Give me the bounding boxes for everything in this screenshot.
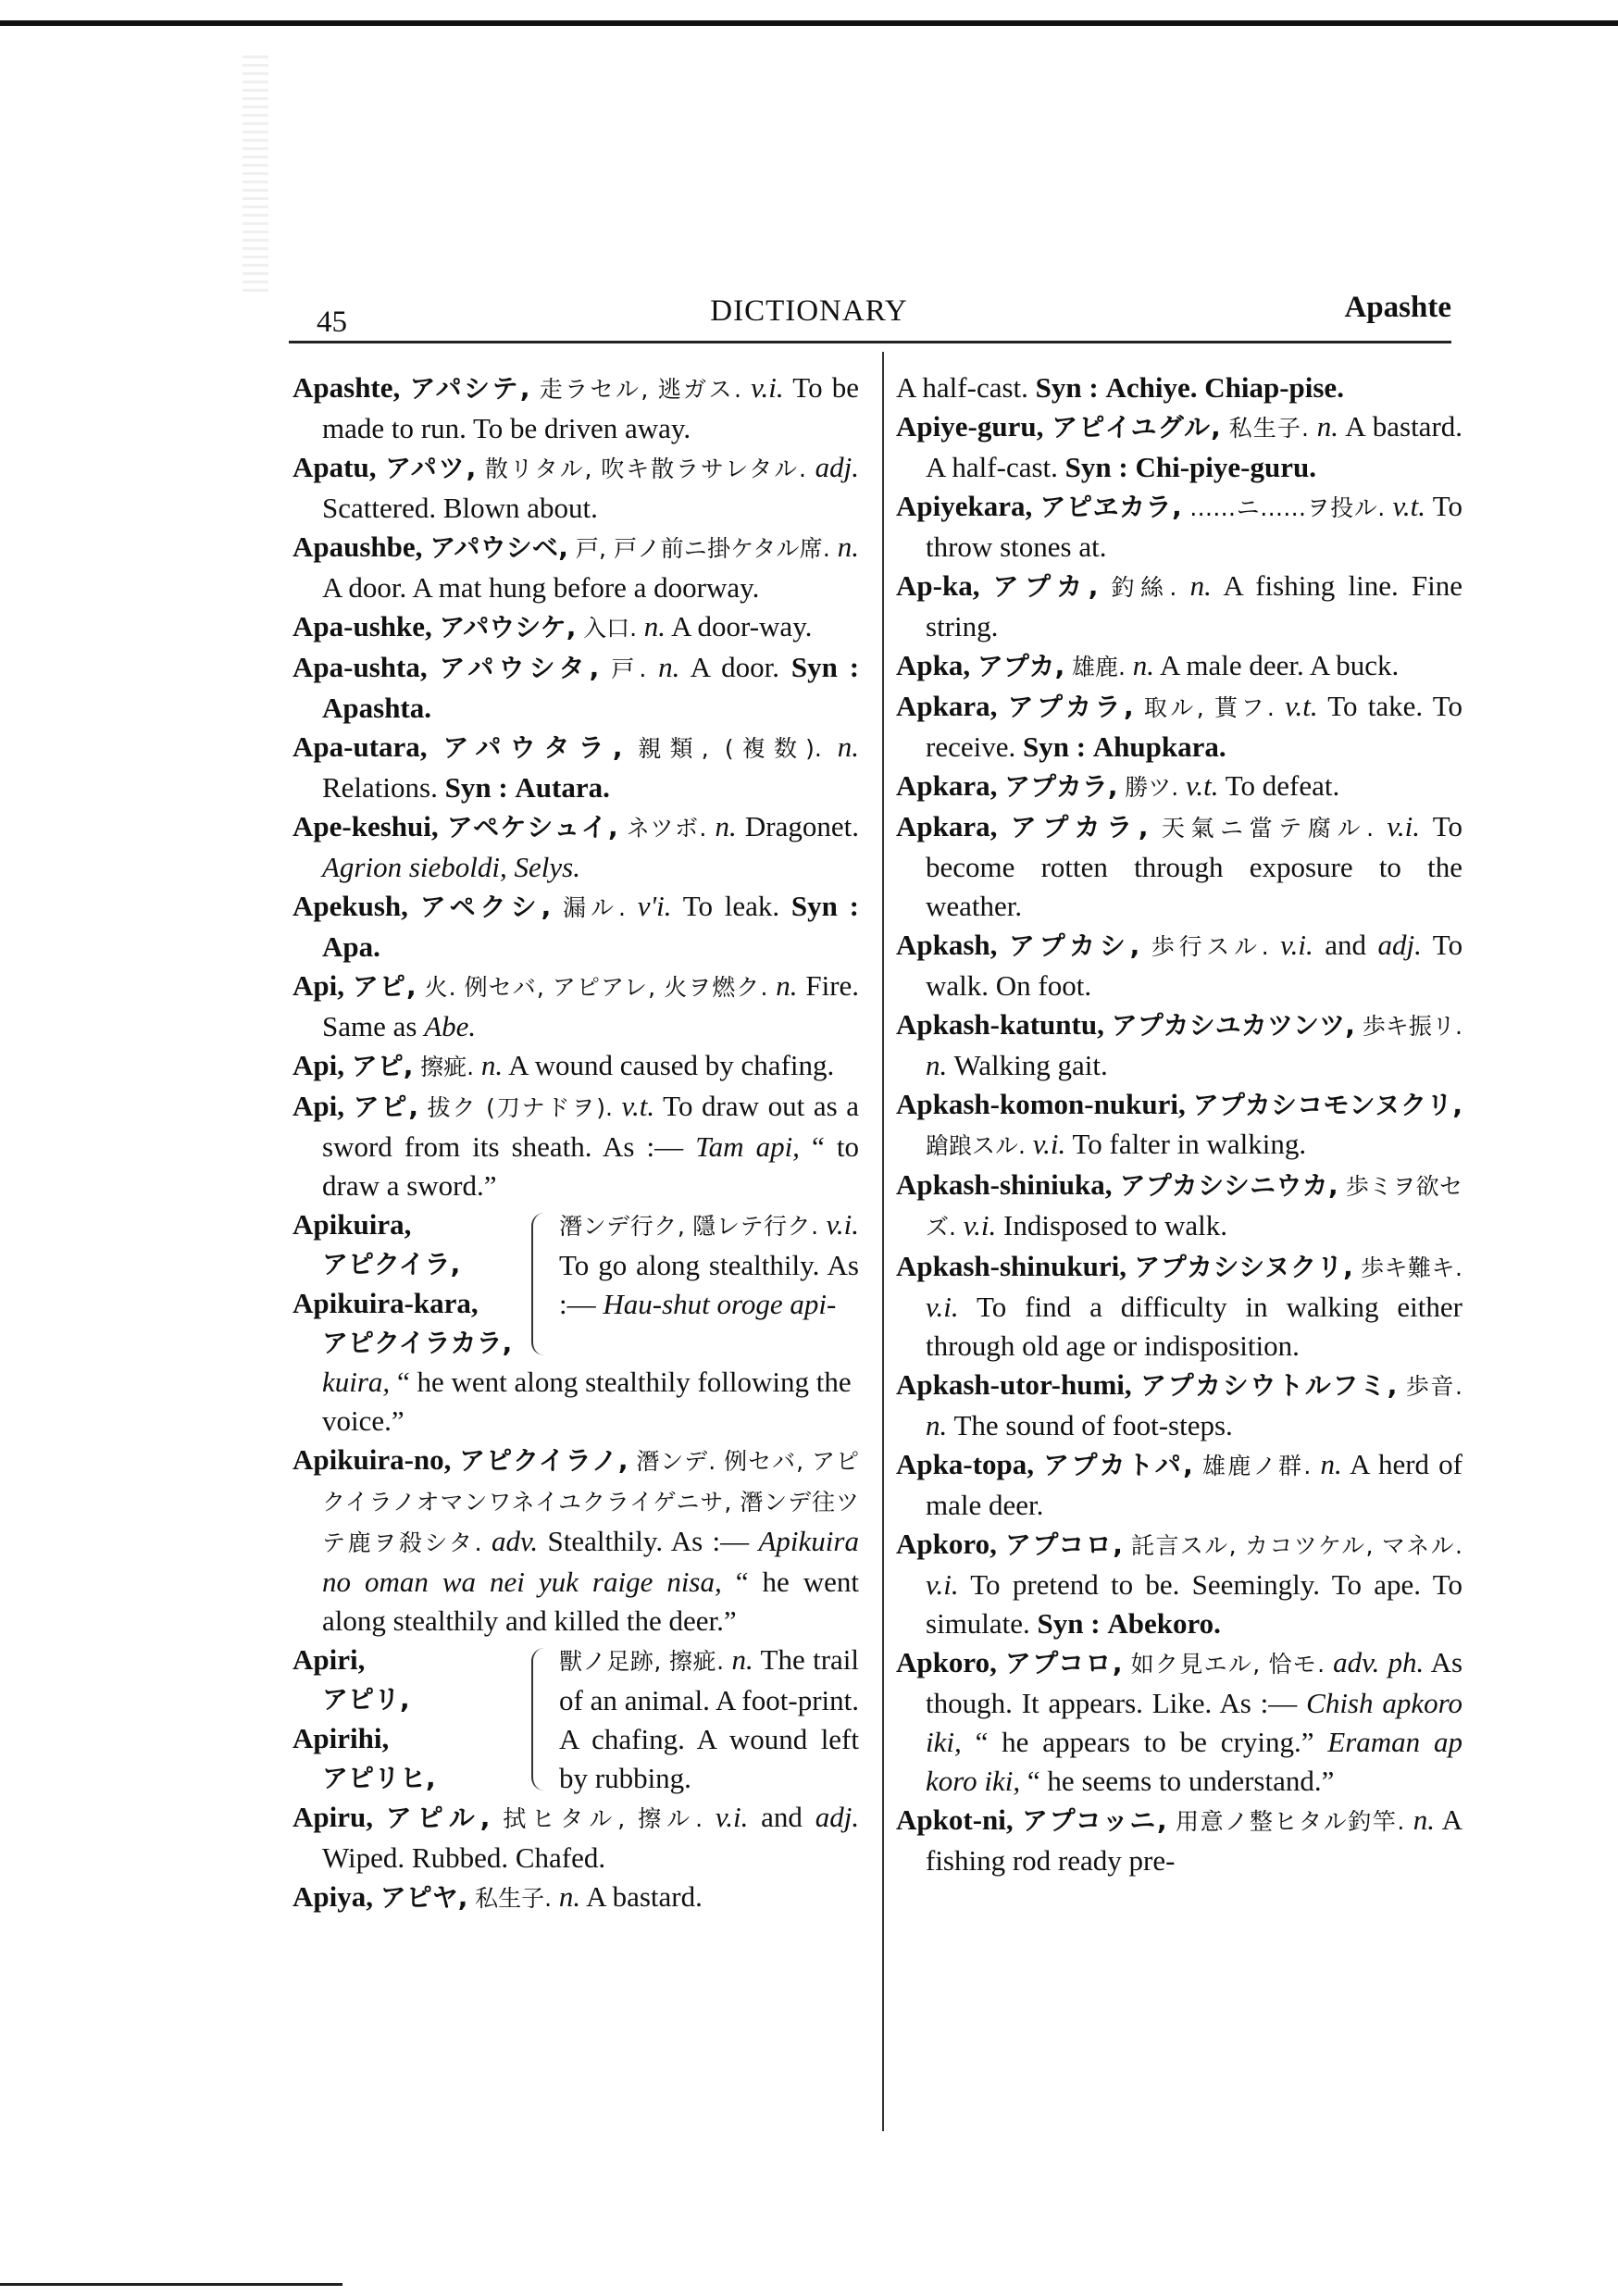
entry-japanese: 雄鹿ノ群.	[1201, 1453, 1312, 1479]
entry-japanese: 火. 例セバ, アピアレ, 火ヲ燃ク.	[424, 974, 768, 1001]
entry-kana: アピ,	[352, 971, 417, 1002]
entry-japanese: 取ル, 貰フ.	[1143, 694, 1275, 721]
entry-kana: アピリヒ,	[322, 1763, 436, 1793]
entry-english: To throw stones at.	[926, 490, 1463, 563]
entry-japanese: 歩キ振リ.	[1362, 1013, 1463, 1040]
entry-pos: n.	[926, 1049, 948, 1081]
entry-headword: Ap-ka,	[896, 569, 980, 602]
entry-apiri	[292, 1641, 859, 1798]
entry-gloss: “ he seems to understand.”	[1027, 1765, 1335, 1797]
entry-synonym: Autara.	[515, 771, 610, 804]
entry-english: and	[1325, 929, 1366, 961]
left-entries	[292, 368, 859, 1205]
synonym-label: Syn :	[1035, 371, 1099, 404]
entry-english: To find a difficulty in walking either through old age or indisposition.	[926, 1291, 1462, 1362]
entry-japanese: 勝ツ.	[1125, 774, 1179, 801]
entry-synonym: Chi-piye-guru.	[1135, 451, 1316, 483]
entry-headword: Apkash-shinukuri,	[896, 1250, 1126, 1282]
entry-headword: Apiye-guru,	[896, 410, 1044, 443]
entry-headword: Apkara,	[896, 810, 998, 842]
entry-pos: v'i.	[637, 890, 672, 922]
entry-headword: Apiru,	[292, 1801, 373, 1833]
entry-pos: n.	[715, 810, 737, 842]
entry-synonym: Achiye. Chiap-pise.	[1105, 371, 1344, 404]
entry-headword: Apka,	[896, 649, 971, 681]
entry-english: A fishing line. Fine string.	[926, 569, 1463, 643]
entry-kana: アプカ,	[992, 571, 1099, 602]
dictionary-entry	[896, 807, 1462, 926]
entry-english: Fire. Same as	[322, 969, 860, 1042]
entry-kana: アピリ,	[322, 1684, 410, 1715]
entry-headword: Apkash,	[896, 929, 998, 961]
entry-english: To take. To receive.	[926, 690, 1462, 763]
entry-headword: Apa-ushke,	[292, 610, 432, 643]
dictionary-entry	[292, 648, 859, 728]
entry-pos: n.	[1413, 1803, 1435, 1836]
entry-headword: Apkash-utor-humi,	[896, 1368, 1132, 1401]
entry-pos: v.t.	[1392, 490, 1426, 522]
dictionary-entry	[896, 1643, 1462, 1801]
entry-headword: Apkoro,	[896, 1528, 997, 1560]
synonym-label: Syn :	[444, 771, 508, 804]
entry-english: A male deer. A buck.	[1159, 649, 1400, 681]
entry-example: Tam api,	[695, 1130, 800, 1163]
dictionary-entry	[292, 368, 859, 448]
entry-english: Stealthily. As :—	[547, 1525, 750, 1557]
entry-english: To walk. On foot.	[926, 929, 1463, 1002]
apikuira-continuation	[292, 1363, 859, 1441]
entry-pos: n.	[1320, 1448, 1342, 1480]
dictionary-entry	[292, 967, 859, 1046]
entry-example: Chish apkoro iki,	[926, 1687, 1462, 1758]
synonym-label: Syn :	[790, 890, 859, 922]
entry-english: The sound of foot-steps.	[953, 1409, 1233, 1441]
entry-headword: Apiya,	[292, 1880, 373, 1913]
entry-japanese: 潛ンデ. 例セバ, アピクイラノオマンワネイユクライゲニサ, 潛ンデ往ツテ鹿ヲ殺シタ.	[322, 1448, 860, 1556]
entry-headword: Api,	[292, 1049, 344, 1081]
entry-english: To pretend to be. Seemingly. To ape. To simulate.	[926, 1568, 1462, 1640]
entry-pos: adj.	[815, 1801, 860, 1833]
entry-headword: Apiyekara,	[896, 490, 1033, 522]
synonym-label: Syn :	[1022, 730, 1087, 763]
entry-kana: アピクイラノ,	[459, 1445, 629, 1476]
entry-japanese: 託言スル, カコツケル, マネル.	[1131, 1532, 1463, 1559]
entry-headword: Apaushbe,	[292, 530, 423, 563]
entry-kana: アプカシ,	[1008, 930, 1140, 961]
entry-english: A fishing rod ready pre-	[926, 1803, 1463, 1877]
entry-pos: v.t.	[1285, 690, 1318, 722]
entry-japanese: 用意ノ整ヒタル釣竿.	[1176, 1808, 1405, 1835]
left-tail-entries	[292, 1798, 859, 1918]
entry-gloss: “ to draw a sword.”	[322, 1130, 859, 1202]
top-border-rule	[0, 20, 1618, 26]
entry-english: A door-way.	[671, 610, 813, 643]
entry-headword: Apkoro,	[896, 1646, 997, 1678]
entry-pos: n.	[1316, 410, 1339, 443]
entry-english: To become rotten through exposure to the weather.	[926, 810, 1463, 922]
entry-japanese: ネツボ.	[626, 815, 707, 842]
entry-kana: アプカラ,	[1004, 771, 1118, 802]
entry-japanese: 如ク見エル, 恰モ.	[1130, 1651, 1326, 1678]
entry-japanese: ……ニ……ヲ投ル.	[1189, 494, 1386, 521]
header-rule	[289, 341, 1451, 343]
dictionary-entry	[292, 807, 859, 887]
entry-apikuira-no	[292, 1441, 859, 1641]
entry-english: As though. It appears. Like. As :—	[926, 1646, 1463, 1719]
entry-pos: v.t.	[1185, 769, 1219, 802]
entry-kana: アパウシベ,	[429, 532, 568, 563]
entry-english: To defeat.	[1225, 769, 1340, 802]
dictionary-entry	[896, 1247, 1462, 1366]
entry-kana: アパウシタ,	[439, 653, 600, 683]
brace	[531, 1648, 554, 1791]
entry-pos: adj.	[1377, 929, 1422, 961]
dictionary-entry	[896, 687, 1462, 767]
dictionary-entry	[292, 448, 859, 528]
entry-headword: Apekush,	[292, 890, 408, 922]
entry-kana: アピル,	[385, 1803, 491, 1833]
entry-pos: v.i.	[1280, 929, 1313, 961]
entry-japanese: 入口.	[583, 615, 638, 642]
entry-kana: アパシテ,	[409, 373, 530, 404]
entry-english: A half-cast.	[896, 371, 1028, 404]
entry-pos: n.	[480, 1049, 504, 1081]
entry-pos: v.t.	[621, 1090, 655, 1122]
entry-english: A door. A mat hung before a doorway.	[322, 571, 760, 604]
entry-japanese: 釣絲.	[1111, 574, 1177, 601]
synonym-label: Syn :	[1037, 1607, 1101, 1640]
dictionary-entry	[292, 1046, 859, 1087]
entry-kana: アプカラ,	[1010, 812, 1149, 842]
entry-kana: アパウシケ,	[439, 612, 577, 643]
entry-english: and	[761, 1801, 803, 1833]
entry-japanese: 拔ク (刀ナドヲ).	[427, 1094, 613, 1121]
entry-japanese: 私生子.	[1228, 415, 1309, 442]
dictionary-entry	[896, 926, 1462, 1005]
dictionary-entry	[896, 487, 1462, 567]
dictionary-entry	[896, 1166, 1462, 1247]
entry-japanese: 天氣ニ當テ腐ル.	[1161, 815, 1375, 842]
entry-headword: Apikuira-no,	[292, 1443, 452, 1476]
entry-kana: アピクイラカラ,	[322, 1328, 513, 1358]
entry-japanese: 雄鹿.	[1071, 654, 1126, 680]
entry-pos: n.	[926, 1409, 948, 1441]
left-column	[292, 368, 859, 1918]
dictionary-entry	[292, 528, 859, 607]
entry-japanese: 潛ンデ行ク, 隱レテ行ク.	[559, 1213, 819, 1240]
entry-pos: v.i.	[751, 371, 784, 404]
entry-english: To draw out as a sword from its sheath. As :—	[322, 1090, 860, 1163]
entry-headword: Apirihi,	[292, 1722, 390, 1754]
entry-headword: Apa-utara,	[292, 730, 428, 763]
entry-example: Abe.	[424, 1010, 477, 1042]
entry-pos: n.	[558, 1880, 581, 1913]
entry-pos: n.	[837, 530, 860, 563]
dictionary-entry	[292, 728, 859, 807]
entry-pos: v.i.	[926, 1291, 959, 1323]
entry-english: To go along stealthily. As :—	[559, 1249, 859, 1320]
dictionary-entry	[292, 887, 859, 967]
apikuira-definition	[559, 1205, 859, 1363]
entry-english: Walking gait.	[953, 1049, 1108, 1081]
entry-kana: アパツ,	[385, 453, 477, 483]
entry-headword: Apikuira-kara,	[292, 1287, 479, 1319]
dictionary-entry	[896, 1801, 1462, 1880]
entry-japanese: 戸.	[611, 655, 647, 682]
running-title: DICTIONARY	[710, 294, 908, 328]
entry-japanese: 親類, (複数).	[638, 735, 822, 762]
entry-japanese: 散リタル, 吹キ散ラサレタル.	[484, 455, 806, 482]
column-divider	[882, 352, 884, 2131]
entry-japanese: 戸, 戸ノ前ニ掛ケタル席.	[575, 535, 830, 562]
entry-pos: n.	[776, 969, 798, 1002]
entry-english: A bastard. A half-cast.	[926, 410, 1463, 483]
entry-japanese: 走ラセル, 逃ガス.	[539, 376, 741, 403]
entry-english: Indisposed to walk.	[1003, 1209, 1227, 1242]
dictionary-entry	[896, 1525, 1462, 1643]
entry-example: Apikuira no oman wa nei yuk raige nisa,	[322, 1525, 859, 1598]
entry-pos: n.	[837, 730, 860, 763]
entry-japanese: 獸ノ足跡, 擦疵.	[559, 1648, 725, 1675]
entry-kana: アプコッニ,	[1021, 1805, 1167, 1836]
entry-kana: アピ,	[353, 1092, 418, 1122]
dictionary-entry	[896, 368, 1462, 407]
entry-kana: アピ,	[351, 1051, 414, 1081]
entry-english: To leak.	[682, 890, 780, 922]
bottom-rule	[0, 2283, 342, 2286]
entry-apikuira	[292, 1205, 859, 1363]
entry-pos: n.	[1189, 569, 1212, 602]
entry-pos: v.i.	[1387, 810, 1420, 842]
entry-kana: アプコロ,	[1005, 1529, 1123, 1560]
entry-headword: Apkash-komon-nukuri,	[896, 1088, 1186, 1120]
entry-headword: Apka-topa,	[896, 1448, 1035, 1480]
entry-headword: Apashte,	[292, 371, 401, 404]
entry-headword: Apkot-ni,	[896, 1803, 1014, 1836]
entry-kana: アピイユグル,	[1052, 412, 1221, 443]
entry-example: Eraman ap koro iki,	[926, 1726, 1463, 1797]
entry-english: A door.	[690, 651, 779, 683]
apiri-headwords	[292, 1641, 531, 1798]
dictionary-entry	[896, 1005, 1462, 1085]
entry-japanese: 漏ル.	[563, 894, 626, 921]
entry-kana: アパウタラ,	[442, 732, 623, 763]
entry-synonym: Ahupkara.	[1092, 730, 1226, 763]
apiri-definition	[559, 1641, 859, 1798]
entry-pos: n.	[658, 651, 680, 683]
right-column	[896, 368, 1462, 1880]
synonym-label: Syn :	[790, 651, 860, 683]
dictionary-entry	[896, 407, 1462, 487]
entry-headword: Ape-keshui,	[292, 810, 439, 842]
entry-headword: Apatu,	[292, 451, 377, 483]
entry-example: kuira,	[322, 1366, 391, 1398]
entry-english: A wound caused by chafing.	[508, 1049, 835, 1081]
entry-english: A bastard.	[586, 1880, 703, 1913]
entry-synonym: Apa.	[322, 930, 380, 963]
entry-pos: v.i.	[963, 1209, 997, 1242]
right-entries	[896, 368, 1462, 1880]
entry-kana: アプカラ,	[1007, 692, 1134, 722]
scan-speckle	[243, 56, 268, 296]
entry-pos: adj.	[815, 451, 859, 483]
entry-headword: Apiri,	[292, 1643, 366, 1676]
entry-english: To falter in walking.	[1072, 1128, 1307, 1160]
entry-pos: v.i.	[826, 1208, 860, 1241]
synonym-label: Syn :	[1064, 451, 1128, 483]
dictionary-entry	[292, 1798, 859, 1878]
dictionary-entry	[292, 1878, 859, 1918]
entry-kana: アプカシユカツンツ,	[1111, 1010, 1355, 1041]
entry-pos: n.	[643, 610, 666, 643]
dictionary-entry	[896, 1085, 1462, 1166]
entry-japanese: 蹌踉スル.	[926, 1132, 1026, 1159]
brace	[531, 1213, 554, 1355]
entry-gloss: “ he appears to be crying.”	[975, 1726, 1314, 1758]
entry-pos: n.	[731, 1643, 753, 1676]
dictionary-entry	[292, 1087, 859, 1205]
entry-synonym: Abekoro.	[1107, 1607, 1221, 1640]
entry-english: To be made to run. To be driven away.	[322, 371, 859, 444]
entry-japanese: 擦疵.	[420, 1054, 475, 1080]
entry-headword: Apkash-katuntu,	[896, 1008, 1104, 1041]
entry-headword: Apa-ushta,	[292, 651, 428, 683]
dictionary-entry	[896, 767, 1462, 807]
entry-pos: adv. ph.	[1333, 1646, 1425, 1678]
entry-headword: Api,	[292, 1090, 344, 1122]
entry-example: Agrion sieboldi, Selys.	[322, 851, 580, 883]
dictionary-entry	[292, 607, 859, 648]
entry-kana: アピヤ,	[380, 1882, 468, 1913]
entry-english: Scattered. Blown about.	[322, 492, 598, 524]
entry-pos: n.	[1132, 649, 1154, 681]
entry-kana: アペクシ,	[419, 892, 552, 922]
guide-word: Apashte	[1344, 291, 1451, 324]
entry-kana: アペケシュイ,	[446, 812, 618, 842]
entry-headword: Apikuira,	[292, 1208, 412, 1241]
entry-headword: Apkara,	[896, 690, 998, 722]
entry-kana: アピヱカラ,	[1039, 492, 1182, 522]
entry-english: Relations.	[322, 771, 438, 804]
entry-english: Wiped. Rubbed. Chafed.	[322, 1841, 606, 1874]
entry-english: The trail of an animal. A foot-print. A chafing. A wound left by rubbing.	[559, 1643, 860, 1794]
entry-pos: v.i.	[1032, 1128, 1066, 1160]
entry-pos: adv.	[491, 1525, 539, 1557]
entry-pos: v.i.	[715, 1801, 749, 1833]
entry-headword: Api,	[292, 969, 344, 1002]
entry-kana: アプカ,	[977, 651, 1065, 681]
entry-english: A herd of male deer.	[926, 1448, 1462, 1521]
entry-example: Hau-shut oroge api-	[603, 1288, 837, 1320]
dictionary-entry	[896, 567, 1462, 646]
entry-gloss: “ he went along stealthily following the voice.”	[322, 1366, 852, 1437]
entry-kana: アプカシウトルフミ,	[1140, 1370, 1398, 1401]
entry-headword: Apkara,	[896, 769, 998, 802]
entry-gloss: “ he went along stealthily and killed the deer.”	[322, 1566, 860, 1637]
entry-headword: Apkash-shiniuka,	[896, 1168, 1113, 1201]
entry-kana: アプカシシニウカ,	[1119, 1170, 1338, 1201]
entry-kana: アプコロ,	[1004, 1648, 1123, 1678]
dictionary-entry	[896, 646, 1462, 687]
entry-japanese: 歩ミヲ欲セズ.	[926, 1173, 1462, 1241]
page-number: 45	[317, 306, 347, 339]
entry-japanese: 歩キ難キ.	[1361, 1254, 1462, 1281]
entry-japanese: 歩音.	[1405, 1373, 1463, 1400]
entry-japanese: 拭ヒタル, 擦ル.	[503, 1805, 703, 1832]
entry-japanese: 歩行スル.	[1151, 933, 1269, 960]
entry-kana: アプカシシヌクリ,	[1134, 1252, 1353, 1282]
dictionary-entry	[896, 1445, 1462, 1525]
dictionary-entry	[896, 1366, 1462, 1445]
entry-kana: アプカシコモンヌクリ,	[1192, 1090, 1462, 1120]
apikuira-headwords	[292, 1205, 531, 1363]
entry-english: Dragonet.	[744, 810, 860, 842]
entry-pos: v.i.	[926, 1568, 959, 1601]
entry-kana: アピクイラ,	[322, 1249, 461, 1279]
entry-japanese: 私生子.	[475, 1885, 553, 1912]
entry-kana: アプカトパ,	[1043, 1450, 1193, 1480]
entry-synonym: Apashta.	[322, 692, 432, 724]
